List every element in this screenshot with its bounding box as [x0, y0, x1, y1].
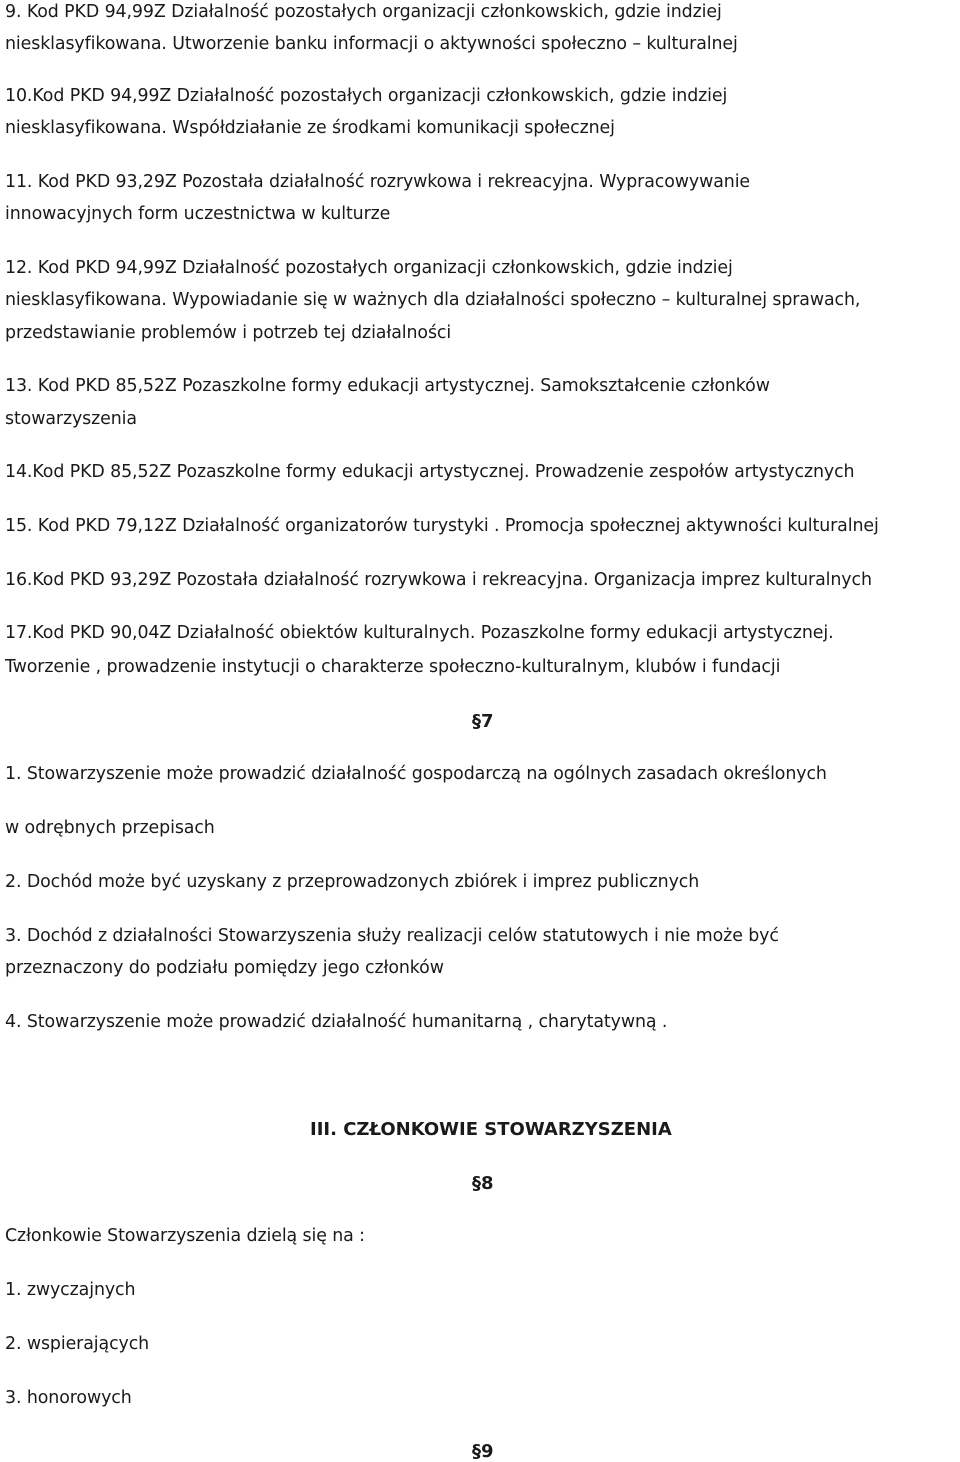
text-line: przeznaczony do podziału pomiędzy jego członków: [5, 958, 444, 978]
text-line: 11. Kod PKD 93,29Z Pozostała działalność rozrywkowa i rekreacyjna. Wypracowywanie: [5, 172, 751, 192]
text-line: 12. Kod PKD 94,99Z Działalność pozostałych organizacji członkowskich, gdzie indziej: [5, 258, 733, 278]
text-line: niesklasyfikowana. Współdziałanie ze środkami komunikacji społecznej: [5, 118, 615, 138]
text-line: 1. Stowarzyszenie może prowadzić działalność gospodarczą na ogólnych zasadach określonych: [5, 764, 827, 784]
paragraph-mark: §7: [472, 711, 494, 732]
text-line: przedstawianie problemów i potrzeb tej działalności: [5, 323, 452, 343]
text-line: 13. Kod PKD 85,52Z Pozaszkolne formy edukacji artystycznej. Samokształcenie członków: [5, 376, 770, 396]
text-line: 14.Kod PKD 85,52Z Pozaszkolne formy edukacji artystycznej. Prowadzenie zespołów artystycznych: [5, 462, 855, 482]
text-line: 3. Dochód z działalności Stowarzyszenia służy realizacji celów statutowych i nie może być: [5, 926, 779, 946]
text-line: 10.Kod PKD 94,99Z Działalność pozostałych organizacji członkowskich, gdzie indziej: [5, 86, 728, 106]
list-item: 1. zwyczajnych: [5, 1280, 136, 1300]
list-item: 2. wspierających: [5, 1334, 150, 1354]
text-line: 4. Stowarzyszenie może prowadzić działalność humanitarną , charytatywną .: [5, 1012, 668, 1032]
section-heading: III. CZŁONKOWIE STOWARZYSZENIA: [310, 1119, 672, 1140]
text-line: niesklasyfikowana. Wypowiadanie się w ważnych dla działalności społeczno – kulturalnej sprawach,: [5, 290, 861, 310]
text-line: 15. Kod PKD 79,12Z Działalność organizatorów turystyki . Promocja społecznej aktywności kulturalnej: [5, 516, 879, 536]
text-line: w odrębnych przepisach: [5, 818, 215, 838]
text-line: 17.Kod PKD 90,04Z Działalność obiektów kulturalnych. Pozaszkolne formy edukacji artystycznej.: [5, 623, 834, 643]
text-line: innowacyjnych form uczestnictwa w kulturze: [5, 204, 391, 224]
text-line: Członkowie Stowarzyszenia dzielą się na :: [5, 1226, 365, 1246]
paragraph-mark: §9: [472, 1441, 494, 1462]
text-line: Tworzenie , prowadzenie instytucji o charakterze społeczno-kulturalnym, klubów i fundacji: [5, 657, 781, 677]
text-line: 16.Kod PKD 93,29Z Pozostała działalność rozrywkowa i rekreacyjna. Organizacja imprez kulturalnych: [5, 570, 872, 590]
text-line: 2. Dochód może być uzyskany z przeprowadzonych zbiórek i imprez publicznych: [5, 872, 700, 892]
paragraph-mark: §8: [472, 1173, 494, 1194]
text-line: 9. Kod PKD 94,99Z Działalność pozostałych organizacji członkowskich, gdzie indziej: [5, 2, 722, 22]
list-item: 3. honorowych: [5, 1388, 132, 1408]
text-line: niesklasyfikowana. Utworzenie banku informacji o aktywności społeczno – kulturalnej: [5, 34, 738, 54]
text-line: stowarzyszenia: [5, 409, 137, 429]
